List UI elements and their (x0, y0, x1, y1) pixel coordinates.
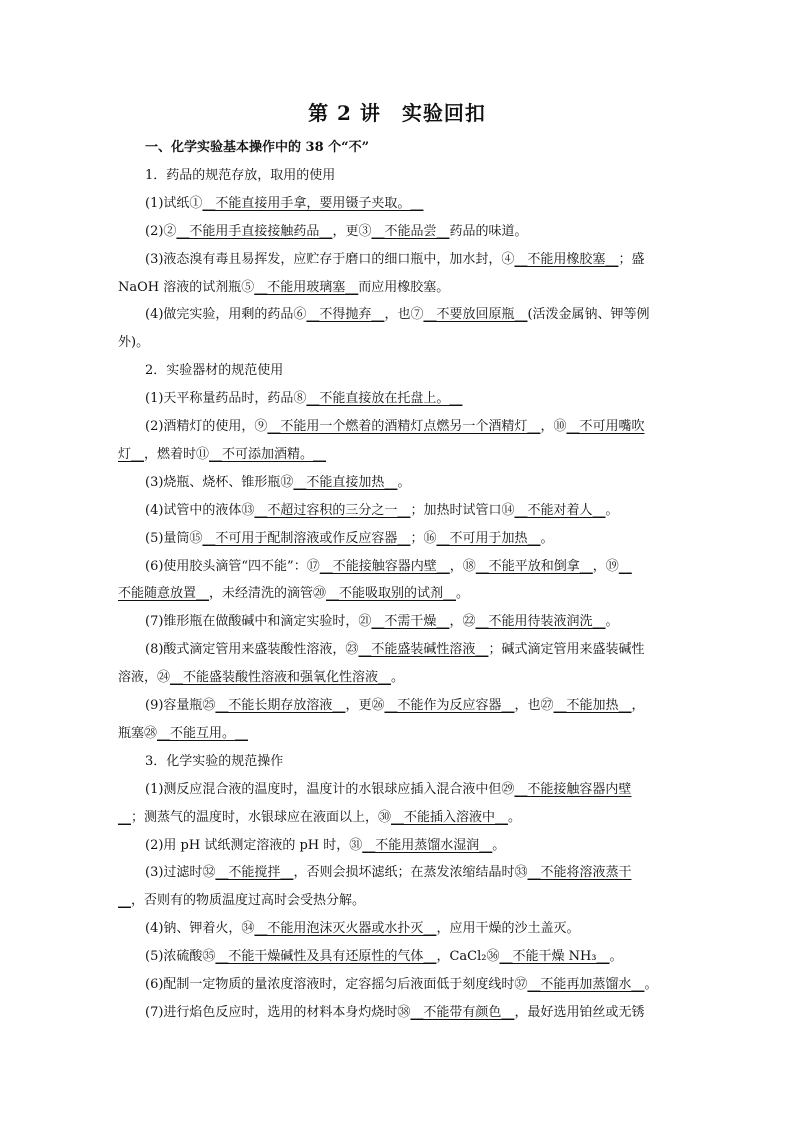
line-text: (2)用 pH 试纸测定溶液的 pH 时，㉛ (145, 837, 363, 853)
text-line (145, 528, 683, 550)
line-text: 外)。 (118, 335, 150, 351)
line-text: 而应用橡胶塞。 (358, 279, 450, 295)
line-text: ，⑱ (449, 558, 476, 574)
answer-blank: __不能将溶液蒸干 (527, 865, 632, 881)
text-line (145, 835, 683, 857)
answer-blank: __不能接触容器内壁__ (319, 558, 450, 574)
answer-blank: 灯__ (118, 446, 145, 462)
line-text: 。 (605, 502, 619, 518)
line-text: (1)试纸① (145, 195, 203, 211)
answer-blank: __ (118, 893, 131, 909)
text-line (145, 974, 683, 996)
line-text: NaOH 溶液的试剂瓶⑤ (118, 279, 255, 295)
answer-blank: __不能带有颜色__ (410, 1004, 515, 1020)
line-text: (5)浓硫酸㉟ (145, 949, 216, 965)
line-text: (6)使用胶头滴管“四不能”：⑰ (145, 558, 320, 574)
text-line (145, 221, 683, 243)
answer-blank: __不能用泡沫灭火器或水扑灭__ (254, 921, 437, 937)
text-line (145, 918, 683, 940)
text-line (145, 639, 683, 661)
line-text: ，应用干燥的沙土盖灭。 (436, 921, 580, 937)
answer-blank: __不能插入溶液中__ (391, 809, 509, 825)
answer-blank: __ (118, 809, 131, 825)
answer-blank: __不能用一个燃着的酒精灯点燃另一个酒精灯__ (267, 419, 541, 434)
line-text: (活泼金属钠、钾等例 (527, 307, 650, 323)
line-text: ，㉒ (449, 614, 476, 630)
line-text: ，也㉗ (514, 698, 554, 713)
answer-blank: __不可用于配制溶液或作反应容器__ (202, 530, 411, 546)
line-text: (7)进行焰色反应时，选用的材料本身灼烧时㊳ (145, 1004, 411, 1020)
line-text: (2)酒精灯的使用，⑨ (145, 419, 268, 434)
line-text: 瓶塞㉘ (118, 725, 158, 741)
line-text: ；测蒸气的温度时，水银球应在液面以上，㉚ (131, 809, 392, 825)
text-line (118, 277, 683, 299)
answer-blank: __不能直接加热__ (293, 474, 398, 490)
line-text: (1)测反应混合液的温度时，温度计的水银球应插入混合液中但㉙ (145, 781, 515, 797)
text-line (145, 1002, 683, 1024)
answer-blank: __不能互用。__ (157, 725, 249, 741)
answer-blank: __不可用于加热__ (436, 530, 541, 546)
answer-blank: __不能品尝__ (371, 223, 450, 239)
answer-blank: __不要放回原瓶__ (423, 307, 528, 323)
text-line (145, 304, 683, 326)
line-text: 。 (397, 474, 411, 490)
line-text: ，也⑦ (384, 307, 424, 323)
text-line (118, 723, 683, 745)
line-text: ，CaCl₂㊱ (436, 949, 500, 965)
text-line (145, 779, 683, 801)
answer-blank: __不能搅拌__ (215, 865, 294, 881)
line-text: 药品的味道。 (449, 223, 528, 239)
answer-blank: 不能随意放置__ (118, 586, 210, 602)
text-line (118, 667, 683, 689)
line-text: 溶液，㉔ (118, 670, 171, 686)
line-text: ，最好选用铂丝或无锈 (514, 1004, 645, 1020)
line-text: ，否则会损坏滤纸；在蒸发浓缩结晶时㉝ (293, 865, 528, 881)
answer-blank: __不能用待装液润洗__ (475, 614, 606, 630)
line-text: (8)酸式滴定管用来盛装酸性溶液，㉓ (145, 642, 359, 658)
answer-blank: __不能平放和倒拿__ (475, 558, 593, 574)
line-text: ；碱式滴定管用来盛装碱性 (488, 642, 645, 658)
page-title: 第 2 讲 实验回扣 (308, 101, 486, 125)
line-text: 。 (540, 530, 554, 546)
text-line (145, 556, 683, 578)
text-line (145, 416, 683, 438)
answer-blank: __不能对着人__ (514, 502, 606, 518)
text-line (145, 500, 683, 522)
line-text: 。 (609, 949, 623, 965)
text-line (145, 360, 683, 382)
text-line (145, 611, 683, 633)
line-text: 。 (492, 837, 506, 853)
answer-blank: __不得抛弃__ (306, 307, 385, 323)
answer-blank: __不能再加蒸馏水__ (527, 977, 645, 992)
answer-blank: __不需干燥__ (371, 614, 450, 630)
line-text: (3)过滤时㉜ (145, 865, 216, 881)
answer-blank: __不可添加酒精。__ (209, 446, 327, 462)
text-line (145, 249, 683, 271)
line-text: (3)烧瓶、烧杯、锥形瓶⑫ (145, 474, 294, 490)
line-text: 。 (605, 614, 619, 630)
text-line (145, 165, 683, 187)
line-text: (4)钠、钾着火，㉞ (145, 921, 255, 937)
line-text: (9)容量瓶㉕ (145, 698, 216, 713)
answer-blank: __不能用橡胶塞__ (514, 251, 619, 267)
line-text: (4)试管中的液体⑬ (145, 502, 255, 518)
line-text: 一、化学实验基本操作中的 38 个“不” (145, 140, 370, 155)
line-text: ；盛 (618, 251, 645, 267)
answer-blank: __不能用玻璃塞__ (254, 279, 359, 295)
line-text: (4)做完实验，用剩的药品⑥ (145, 307, 307, 323)
text-line (145, 862, 683, 884)
text-line (118, 890, 683, 912)
line-text: ， (631, 698, 645, 713)
answer-blank: __不能接触容器内壁 (514, 781, 632, 797)
text-line (145, 193, 683, 215)
answer-blank: __不能干燥碱性及具有还原性的气体__ (215, 949, 437, 965)
line-text: (7)锥形瓶在做酸碱中和滴定实验时，㉑ (145, 614, 372, 630)
answer-blank: __不能盛装酸性溶液和强氧化性溶液__ (170, 670, 392, 686)
section-heading (145, 137, 683, 159)
line-text: 3．化学实验的规范操作 (145, 753, 284, 769)
answer-blank: __不能吸取别的试剂__ (326, 586, 457, 602)
line-text: (3)液态溴有毒且易挥发，应贮存于磨口的细口瓶中，加水封，④ (145, 251, 515, 267)
answer-blank: __不可用嘴吹 (566, 419, 645, 434)
answer-blank: __ (618, 558, 632, 574)
line-text: ；加热时试管口⑭ (410, 502, 515, 518)
line-text: ；⑯ (410, 530, 437, 546)
line-text: 。 (644, 977, 658, 992)
answer-blank: __不能直接放在托盘上。__ (306, 391, 463, 407)
line-text: ，未经清洗的滴管⑳ (209, 586, 327, 602)
line-text: 。 (456, 586, 470, 602)
answer-blank: __不能加热__ (553, 698, 632, 713)
line-text: ，燃着时⑪ (144, 446, 210, 462)
line-text: (2)② (145, 223, 177, 239)
line-text: 1．药品的规范存放，取用的使用 (145, 167, 336, 183)
answer-blank: __不能作为反应容器__ (384, 698, 515, 713)
line-text: ，更㉖ (345, 698, 385, 713)
text-line (118, 444, 683, 466)
answer-blank: __不能盛装碱性溶液__ (358, 642, 489, 658)
line-text: ，⑲ (592, 558, 619, 574)
answer-blank: __不能长期存放溶液__ (215, 698, 346, 713)
text-line (118, 332, 683, 354)
line-text: 。 (391, 670, 405, 686)
line-text: (1)天平称量药品时，药品⑧ (145, 391, 307, 407)
answer-blank: __不能直接用手拿，要用镊子夹取。__ (202, 195, 424, 211)
line-text: 2．实验器材的规范使用 (145, 363, 284, 379)
text-line (145, 946, 683, 968)
answer-blank: __不能用蒸馏水湿润__ (362, 837, 493, 853)
text-line (145, 751, 683, 773)
line-text: ，否则有的物质温度过高时会受热分解。 (131, 893, 366, 909)
text-line (118, 807, 683, 829)
line-text: ，⑩ (540, 419, 567, 434)
text-line (145, 388, 683, 410)
answer-blank: __不超过容积的三分之一__ (254, 502, 411, 518)
text-line (118, 583, 683, 605)
line-text: (6)配制一定物质的量浓度溶液时，定容摇匀后液面低于刻度线时㊲ (145, 977, 528, 992)
line-text: ，更③ (332, 223, 372, 239)
line-text: 。 (508, 809, 522, 825)
text-line (145, 695, 683, 717)
text-line (145, 472, 683, 494)
line-text: (5)量筒⑮ (145, 530, 203, 546)
answer-blank: __不能用手直接接触药品__ (176, 223, 333, 239)
answer-blank: __不能干燥 NH₃__ (499, 949, 610, 965)
